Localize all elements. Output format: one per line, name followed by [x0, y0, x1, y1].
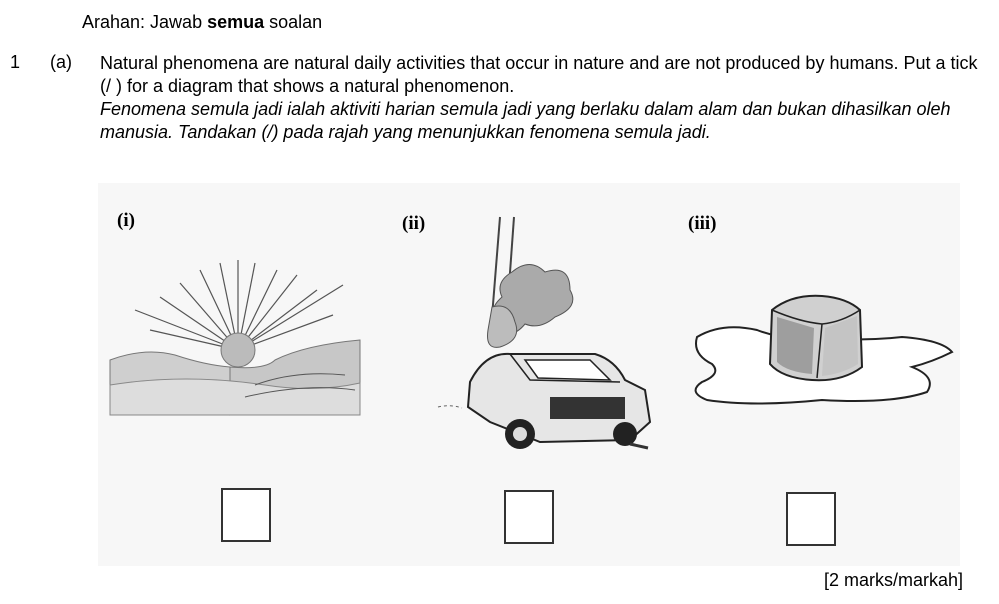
- marks-label: [2 marks/markah]: [823, 570, 963, 590]
- question-text-english: Natural phenomena are natural daily activities that occur in nature and are not produced by humans. Put a tick (/ ) for a diagram that shows a natural phenomenon.: [100, 53, 978, 96]
- figure-label-ii: (ii): [402, 213, 426, 234]
- question-part: (a): [50, 52, 72, 72]
- figure-label-i: (i): [117, 210, 135, 231]
- tick-box-iii[interactable]: [786, 492, 836, 546]
- instruction-line: [82, 12, 322, 33]
- figure-label-iii: (iii): [688, 213, 717, 234]
- question-text-malay: Fenomena semula jadi ialah aktiviti harian semula jadi yang berlaku dalam alam dan bukan dihasilkan oleh manusia. Tandakan (/) pada rajah yang menunjukkan fenomena semula jadi.: [100, 99, 951, 142]
- melting-ice-cube-icon: [682, 282, 962, 422]
- question-text: [100, 52, 980, 144]
- question-number: 1: [10, 52, 21, 72]
- tick-box-i[interactable]: [221, 488, 271, 542]
- sunrise-icon: [105, 255, 365, 425]
- instruction-bold: semua: [207, 12, 265, 32]
- instruction-prefix: Arahan: Jawab: [82, 12, 208, 32]
- tick-box-ii[interactable]: [504, 490, 554, 544]
- car-exhaust-smoke-icon: [430, 212, 660, 462]
- instruction-suffix: soalan: [264, 12, 323, 32]
